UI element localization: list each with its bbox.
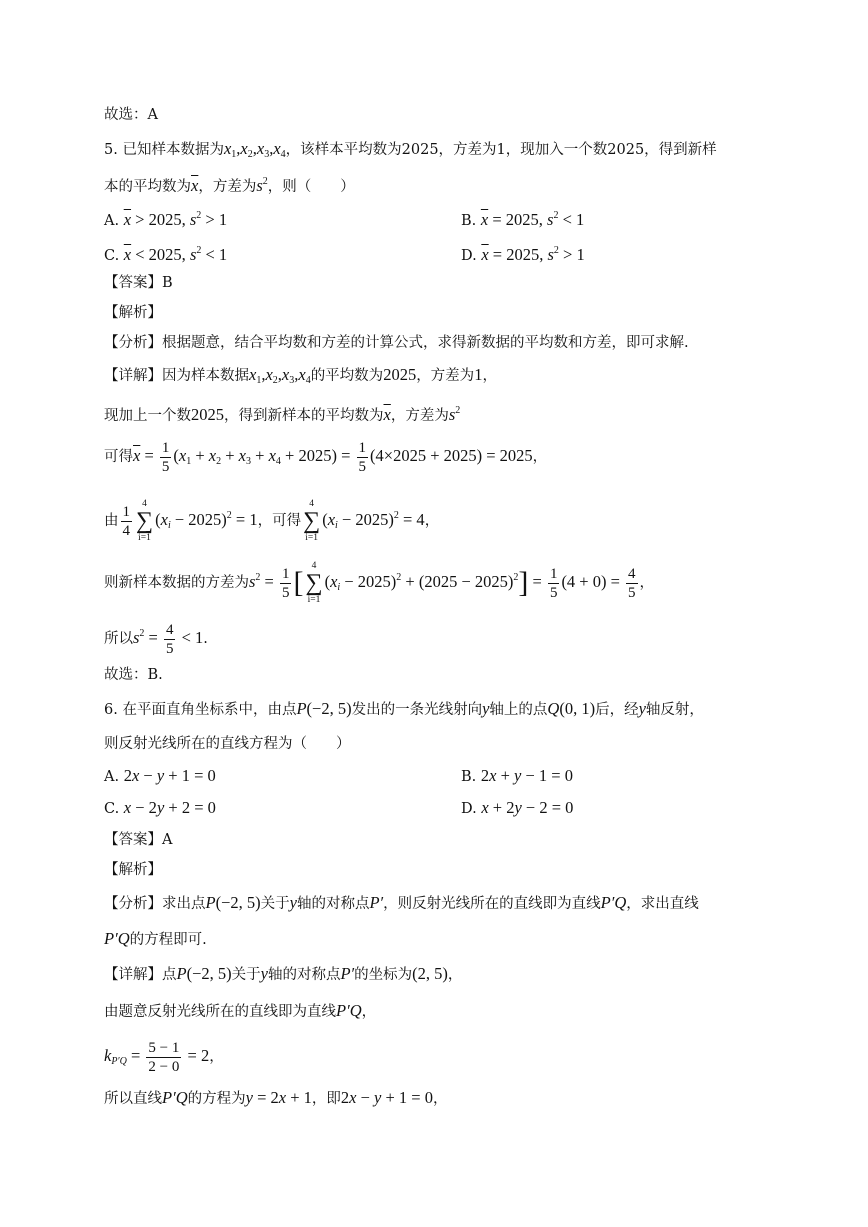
q5-variance-equation: 则新样本数据的方差为$s^2$ = $\frac{1}{5}$ [ 4 ∑ i=1 $(x_i - 2025)^2 + (2025 - 2025)^2$] = $\frac{1}{5}$ (4 + 0) = $\frac{4}{5}$ ， [104,561,655,605]
q6-analysis: 【分析】求出点P(−2, 5)关于y轴的对称点P′，则反射光线所在的直线即为直线P′Q，求出直线 [104,893,699,912]
q6-answer: 【答案】A [104,832,173,848]
q6-option-b: B. 2x + y − 1 = 0 [461,766,573,785]
question-5-stem-cont: 本的平均数为$\overline{x}$，方差为$s^2$，则（ ） [104,176,355,195]
q5-option-c: C. $\overline{x} < 2025$, $s^2 < 1$ [104,245,228,264]
q6-detail-2: 由题意反射光线所在的直线即为直线P′Q， [104,1001,377,1020]
q6-slope-equation: $k_{P'Q}$ = $\frac{5 - 1}{2 - 0}$ = 2， [104,1039,224,1075]
fraction-one-fifth: $\frac{1}{5}$ [161,439,170,475]
summation-symbol: 4 ∑ i=1 [136,499,154,543]
question-6-stem: 6. 在平面直角坐标系中，由点P(−2, 5)发出的一条光线射向y轴上的点Q(0, 1)后，经y轴反射， [104,699,704,718]
q5-mean-equation: 可得$\overline{x}$ = $\frac{1}{5}$ $(x_1 + x_2 + x_3 + x_4 + 2025)$ = $\frac{1}{5}$ (4×2025 + 2025) = 2025， [104,439,548,475]
q5-detail-1: 【详解】因为样本数据$x_1,x_2,x_3,x_4$的平均数为2025，方差为1， [104,365,497,386]
q5-answer: 【答案】B [104,275,173,291]
q6-option-d: D. x + 2y − 2 = 0 [461,798,574,817]
previous-answer: 故选：A [104,107,158,123]
q6-option-c: C. x − 2y + 2 = 0 [104,798,216,817]
question-6-stem-cont: 则反射光线所在的直线方程为（ ） [104,736,351,752]
q5-detail-2: 现加上一个数2025，得到新样本的平均数为$\overline{x}$，方差为$s^2$ [104,405,461,424]
q6-line-equation: 所以直线P′Q的方程为y = 2x + 1，即2x − y + 1 = 0， [104,1088,448,1107]
q5-solution-heading: 【解析】 [104,305,162,321]
q6-solution-heading: 【解析】 [104,862,162,878]
question-5-stem: 5. 已知样本数据为$x_1,x_2,x_3,x_4$，该样本平均数为2025，方差为1，现加入一个数2025，得到新样 [104,139,717,160]
q5-option-b: B. $\overline{x} = 2025$, $s^2 < 1$ [461,210,585,229]
q5-analysis: 【分析】根据题意，结合平均数和方差的计算公式，求得新数据的平均数和方差，即可求解. [104,335,689,351]
q6-option-a: A. 2x − y + 1 = 0 [104,766,216,785]
q6-analysis-cont: P′Q的方程即可. [104,929,207,948]
q5-option-a: A. $\overline{x} > 2025$, $s^2 > 1$ [104,210,228,229]
q5-final-answer: 故选：B. [104,667,163,683]
q5-sum-equation: 由 $\frac{1}{4}$ 4 ∑ i=1 $(x_i - 2025)^2 = 1$，可得 4 ∑ i=1 $(x_i - 2025)^2 = 4$， [104,499,440,543]
q6-detail-1: 【详解】点P(−2, 5)关于y轴的对称点P′的坐标为(2, 5)， [104,964,463,983]
q5-conclusion: 所以$s^2$ = $\frac{4}{5}$ < 1. [104,621,208,657]
q5-option-d: D. $\overline{x} = 2025$, $s^2 > 1$ [461,245,585,264]
